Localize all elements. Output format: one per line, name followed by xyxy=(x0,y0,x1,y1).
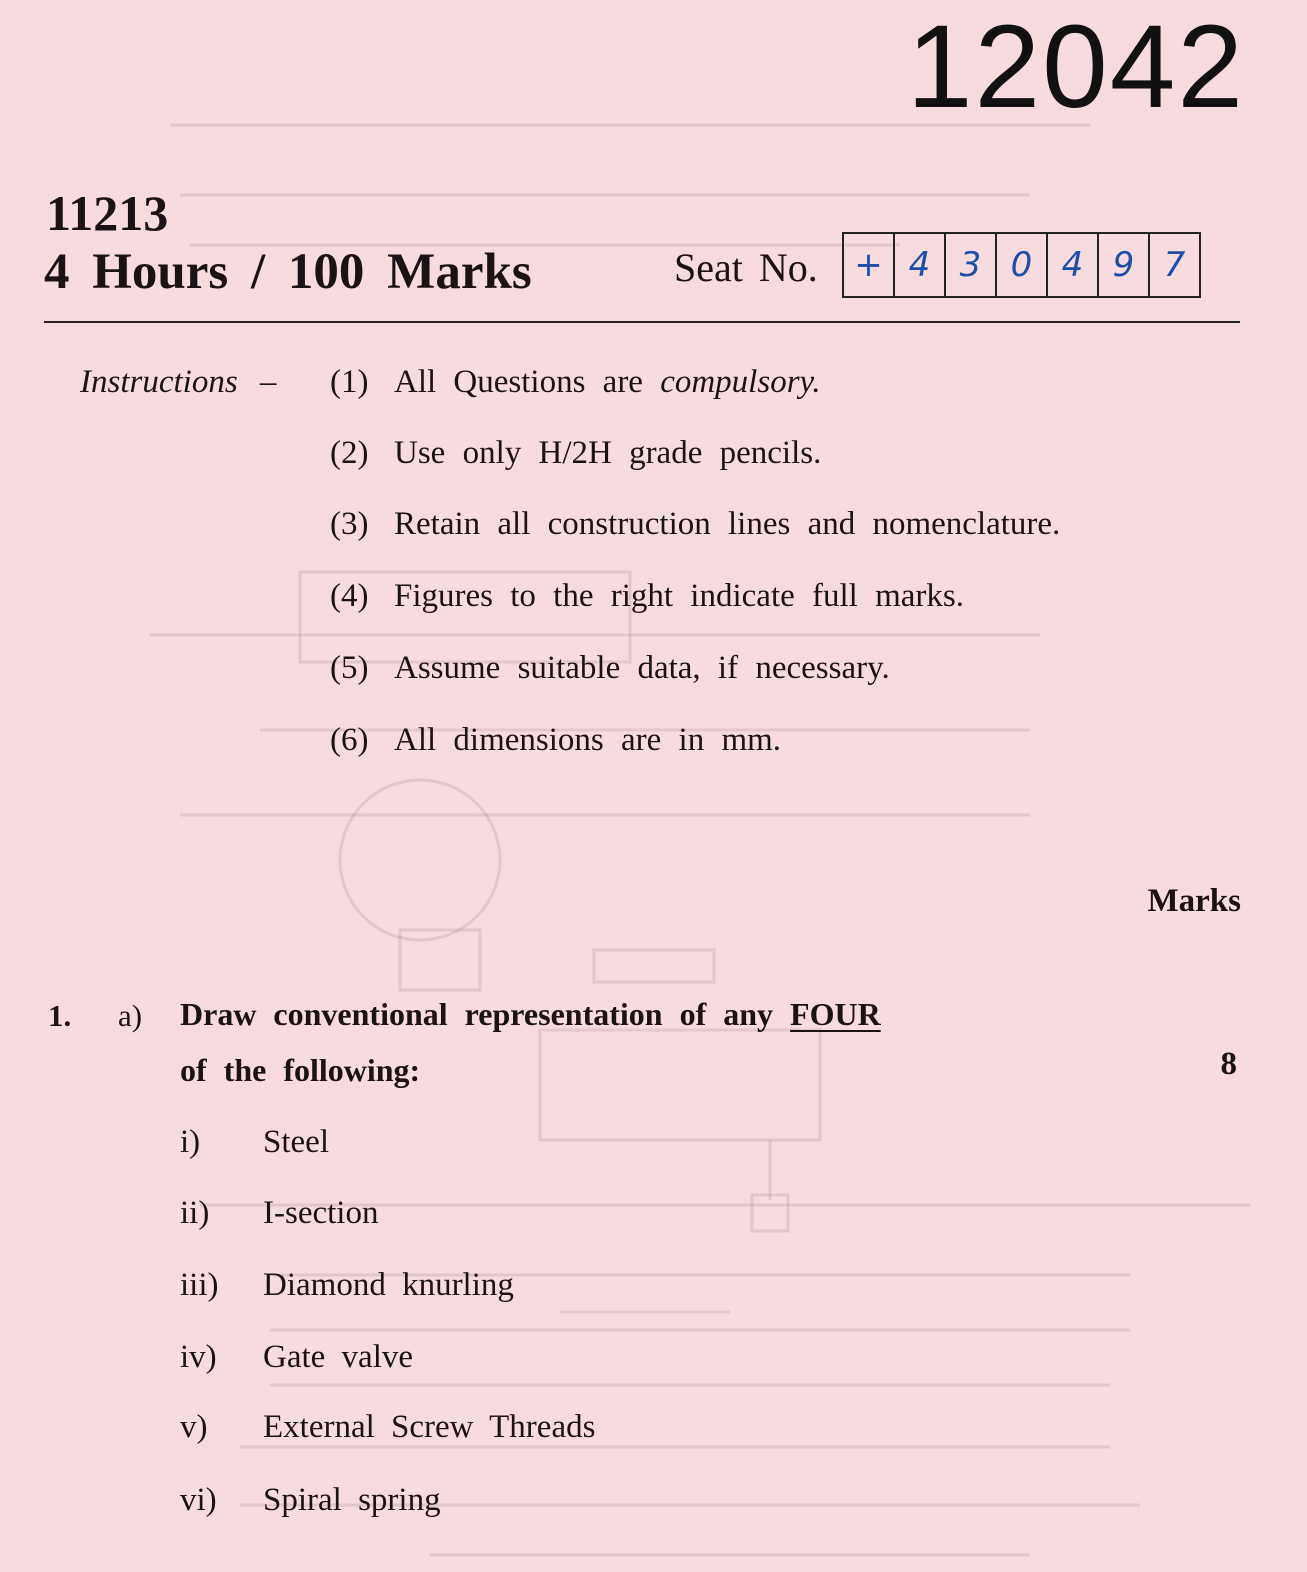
instructions-label xyxy=(80,366,276,399)
instruction-emphasis: compulsory. xyxy=(660,364,821,400)
instruction-text: All Questions are xyxy=(394,364,643,400)
instruction-number: (3) xyxy=(330,506,369,542)
option-text: I-section xyxy=(263,1195,379,1231)
option-item xyxy=(180,1197,378,1230)
instruction-item xyxy=(330,724,781,757)
instruction-item xyxy=(330,508,1060,541)
option-roman: vi) xyxy=(180,1482,217,1518)
option-text: Gate valve xyxy=(263,1339,414,1375)
document-code: 12042 xyxy=(906,1,1245,133)
option-item xyxy=(180,1341,413,1374)
instruction-number: (4) xyxy=(330,578,369,614)
option-text: Spiral spring xyxy=(263,1482,441,1518)
instruction-item xyxy=(330,652,890,685)
option-roman: i) xyxy=(180,1124,201,1160)
header-divider xyxy=(44,321,1240,323)
question-marks: 8 xyxy=(1220,1046,1237,1082)
seat-digit: 9 xyxy=(1099,234,1150,296)
instruction-text: All dimensions are in mm. xyxy=(394,722,782,758)
option-item xyxy=(180,1484,441,1517)
instruction-item xyxy=(330,366,821,399)
marks-column-heading: Marks xyxy=(1147,883,1241,919)
instruction-text: Assume suitable data, if necessary. xyxy=(394,650,890,686)
seat-digit: 3 xyxy=(946,234,997,296)
duration-and-marks: 4 Hours / 100 Marks xyxy=(44,244,532,300)
seat-number-label: Seat No. xyxy=(674,245,818,290)
instruction-number: (2) xyxy=(330,435,369,471)
instruction-text: Use only H/2H grade pencils. xyxy=(394,435,822,471)
question-text-line1 xyxy=(180,998,881,1030)
option-roman: iv) xyxy=(180,1339,217,1375)
option-text: Diamond knurling xyxy=(263,1267,514,1303)
option-text: External Screw Threads xyxy=(263,1409,596,1445)
seat-digit: 4 xyxy=(895,234,946,296)
seat-digit: + xyxy=(844,234,895,296)
option-item xyxy=(180,1269,514,1302)
option-text: Steel xyxy=(263,1124,329,1160)
instruction-number: (6) xyxy=(330,722,369,758)
option-roman: ii) xyxy=(180,1195,210,1231)
instruction-item xyxy=(330,580,964,613)
seat-digit: 0 xyxy=(997,234,1048,296)
question-emphasis: FOUR xyxy=(790,996,881,1032)
option-item xyxy=(180,1411,595,1444)
instruction-number: (5) xyxy=(330,650,369,686)
instruction-item xyxy=(330,437,821,470)
question-text: Draw conventional representation of any xyxy=(180,996,774,1032)
instruction-text: Figures to the right indicate full marks. xyxy=(394,578,964,614)
option-roman: iii) xyxy=(180,1267,219,1303)
paper-code: 11213 xyxy=(46,185,169,241)
instruction-number: (1) xyxy=(330,364,369,400)
question-text-line2: of the following: xyxy=(180,1052,421,1088)
question-number: 1. xyxy=(48,998,72,1033)
seat-digit: 4 xyxy=(1048,234,1099,296)
option-roman: v) xyxy=(180,1409,208,1445)
question-part: a) xyxy=(118,998,143,1033)
seat-number-box xyxy=(842,232,1201,298)
instructions-label-text: Instructions xyxy=(80,364,238,400)
option-item xyxy=(180,1126,329,1159)
seat-digit: 7 xyxy=(1163,245,1186,285)
instruction-text: Retain all construction lines and nomenclature. xyxy=(394,506,1061,542)
instructions-dash: – xyxy=(259,364,277,400)
